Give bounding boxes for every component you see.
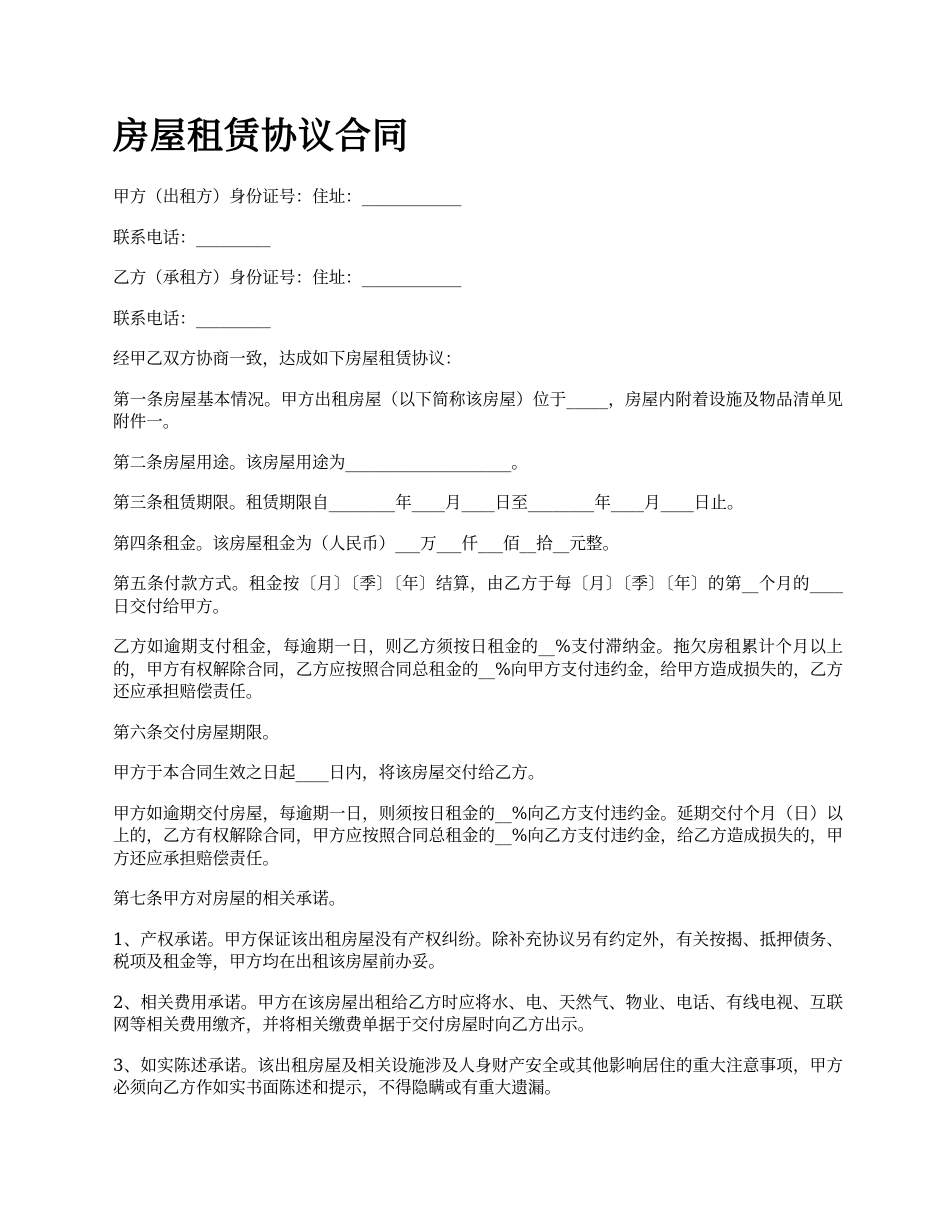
party-b-id-address: 乙方（承租方）身份证号：住址：____________ [113,268,462,287]
document-page [113,112,843,1118]
article-6-delivery-term: 第六条交付房屋期限。 [113,722,279,742]
party-a-phone: 联系电话：_________ [113,227,271,247]
late-delivery-clause: 甲方如逾期交付房屋，每逾期一日，则须按日租金的__%向乙方支付违约金。延期交付个月（日）以上的，乙方有权解除合同，甲方应按照合同总租金的__%向乙方支付违约金，给乙方造成损失的，甲方还应承担赔偿责任。 [113,803,843,868]
agreement-intro: 经甲乙双方协商一致，达成如下房屋租赁协议： [113,349,462,368]
document-title: 房屋租赁协议合同 [113,115,410,157]
article-2-property-use: 第二条房屋用途。该房屋用途为____________________。 [113,452,528,472]
article-3-lease-term: 第三条租赁期限。租赁期限自________年____月____日至________年____月____日止。 [113,493,744,512]
commitment-1-ownership: 1、产权承诺。甲方保证该出租房屋没有产权纠纷。除补充协议另有约定外，有关按揭、抵押债务、税项及租金等，甲方均在出租该房屋前办妥。 [113,929,843,971]
article-7-landlord-commitments: 第七条甲方对房屋的相关承诺。 [113,889,346,908]
article-5-payment-method: 第五条付款方式。租金按〔月〕〔季〕〔年〕结算，由乙方于每〔月〕〔季〕〔年〕的第__个月的____日交付给甲方。 [113,574,843,616]
party-a-id-address: 甲方（出租方）身份证号：住址：____________ [113,187,462,206]
delivery-deadline: 甲方于本合同生效之日起____日内，将该房屋交付给乙方。 [113,763,545,782]
commitment-3-disclosure: 3、如实陈述承诺。该出租房屋及相关设施涉及人身财产安全或其他影响居住的重大注意事项，甲方必须向乙方作如实书面陈述和提示，不得隐瞒或有重大遗漏。 [113,1055,843,1097]
party-b-phone: 联系电话：_________ [113,308,271,328]
article-1-property-info: 第一条房屋基本情况。甲方出租房屋（以下简称该房屋）位于_____，房屋内附着设施及物品清单见附件一。 [113,389,843,431]
commitment-2-fees: 2、相关费用承诺。甲方在该房屋出租给乙方时应将水、电、天然气、物业、电话、有线电视、互联网等相关费用缴齐，并将相关缴费单据于交付房屋时向乙方出示。 [113,992,843,1034]
article-4-rent: 第四条租金。该房屋租金为（人民币）___万___仟___佰__拾__元整。 [113,533,620,553]
late-payment-clause: 乙方如逾期支付租金，每逾期一日，则乙方须按日租金的__%支付滞纳金。拖欠房租累计个月以上的，甲方有权解除合同，乙方应按照合同总租金的__%向甲方支付违约金，给甲方造成损失的，乙方还应承担赔偿责任。 [113,637,843,701]
